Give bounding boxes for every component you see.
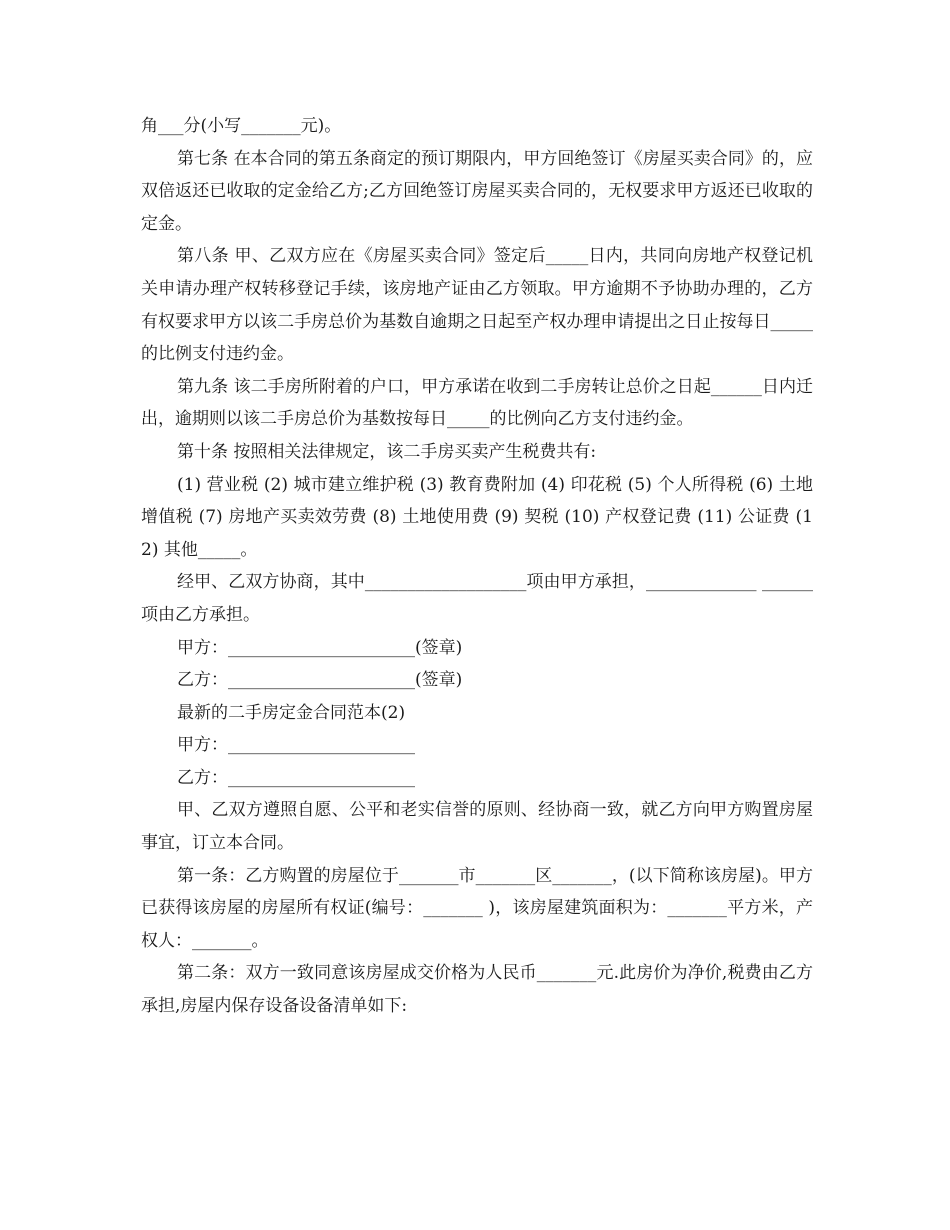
article-7: 第七条 在本合同的第五条商定的预订期限内，甲方回绝签订《房屋买卖合同》的，应双倍返还已收取的定金给乙方;乙方回绝签订房屋买卖合同的，无权要求甲方返还已收取的定金。 (141, 148, 813, 234)
party-a-signature: 甲方：______________________(签章) (177, 637, 463, 658)
article-1: 第一条：乙方购置的房屋位于_______市_______区_______，(以下简称该房屋)。甲方已获得该房屋的房屋所有权证(编号：_______ )，该房屋建筑面积为：_______平方米，产权人：_______。 (141, 865, 813, 951)
section-title: 最新的二手房定金合同范本(2) (177, 702, 406, 723)
article-8: 第八条 甲、乙双方应在《房屋买卖合同》签定后_____日内，共同向房地产权登记机关申请办理产权转移登记手续，该房地产证由乙方领取。甲方逾期不予协助办理的，乙方有权要求甲方以该二手房总价为基数自逾期之日起至产权办理申请提出之日止按每日_____的比例支付违约金。 (141, 246, 813, 365)
party-b-signature: 乙方：______________________(签章) (177, 670, 463, 691)
party-b-line: 乙方：______________________ (177, 767, 415, 788)
paragraph-continuation: 角___分(小写_______元)。 (141, 116, 342, 136)
article-9: 第九条 该二手房所附着的户口，甲方承诺在收到二手房转让总价之日起______日内迁出，逾期则以该二手房总价为基数按每日_____的比例向乙方支付违约金。 (141, 376, 813, 430)
tax-allocation: 经甲、乙双方协商，其中___________________项由甲方承担，_____________ ______项由乙方承担。 (141, 572, 813, 625)
preamble: 甲、乙双方遵照自愿、公平和老实信誉的原则、经协商一致，就乙方向甲方购置房屋事宜，订立本合同。 (141, 800, 813, 854)
article-10: 第十条 按照相关法律规定，该二手房买卖产生税费共有: (177, 441, 597, 462)
document-body (141, 110, 813, 1023)
article-2: 第二条：双方一致同意该房屋成交价格为人民币_______元.此房价为净价,税费由乙方承担,房屋内保存设备设备清单如下: (141, 963, 813, 1017)
party-a-line: 甲方：______________________ (177, 735, 415, 756)
tax-list: (1) 营业税 (2) 城市建立维护税 (3) 教育费附加 (4) 印花税 (5) 个人所得税 (6) 土地增值税 (7) 房地产买卖效劳费 (8) 土地使用费 (9) 契税 (10) 产权登记费 (11) 公证费 (12) 其他_____。 (141, 474, 813, 560)
